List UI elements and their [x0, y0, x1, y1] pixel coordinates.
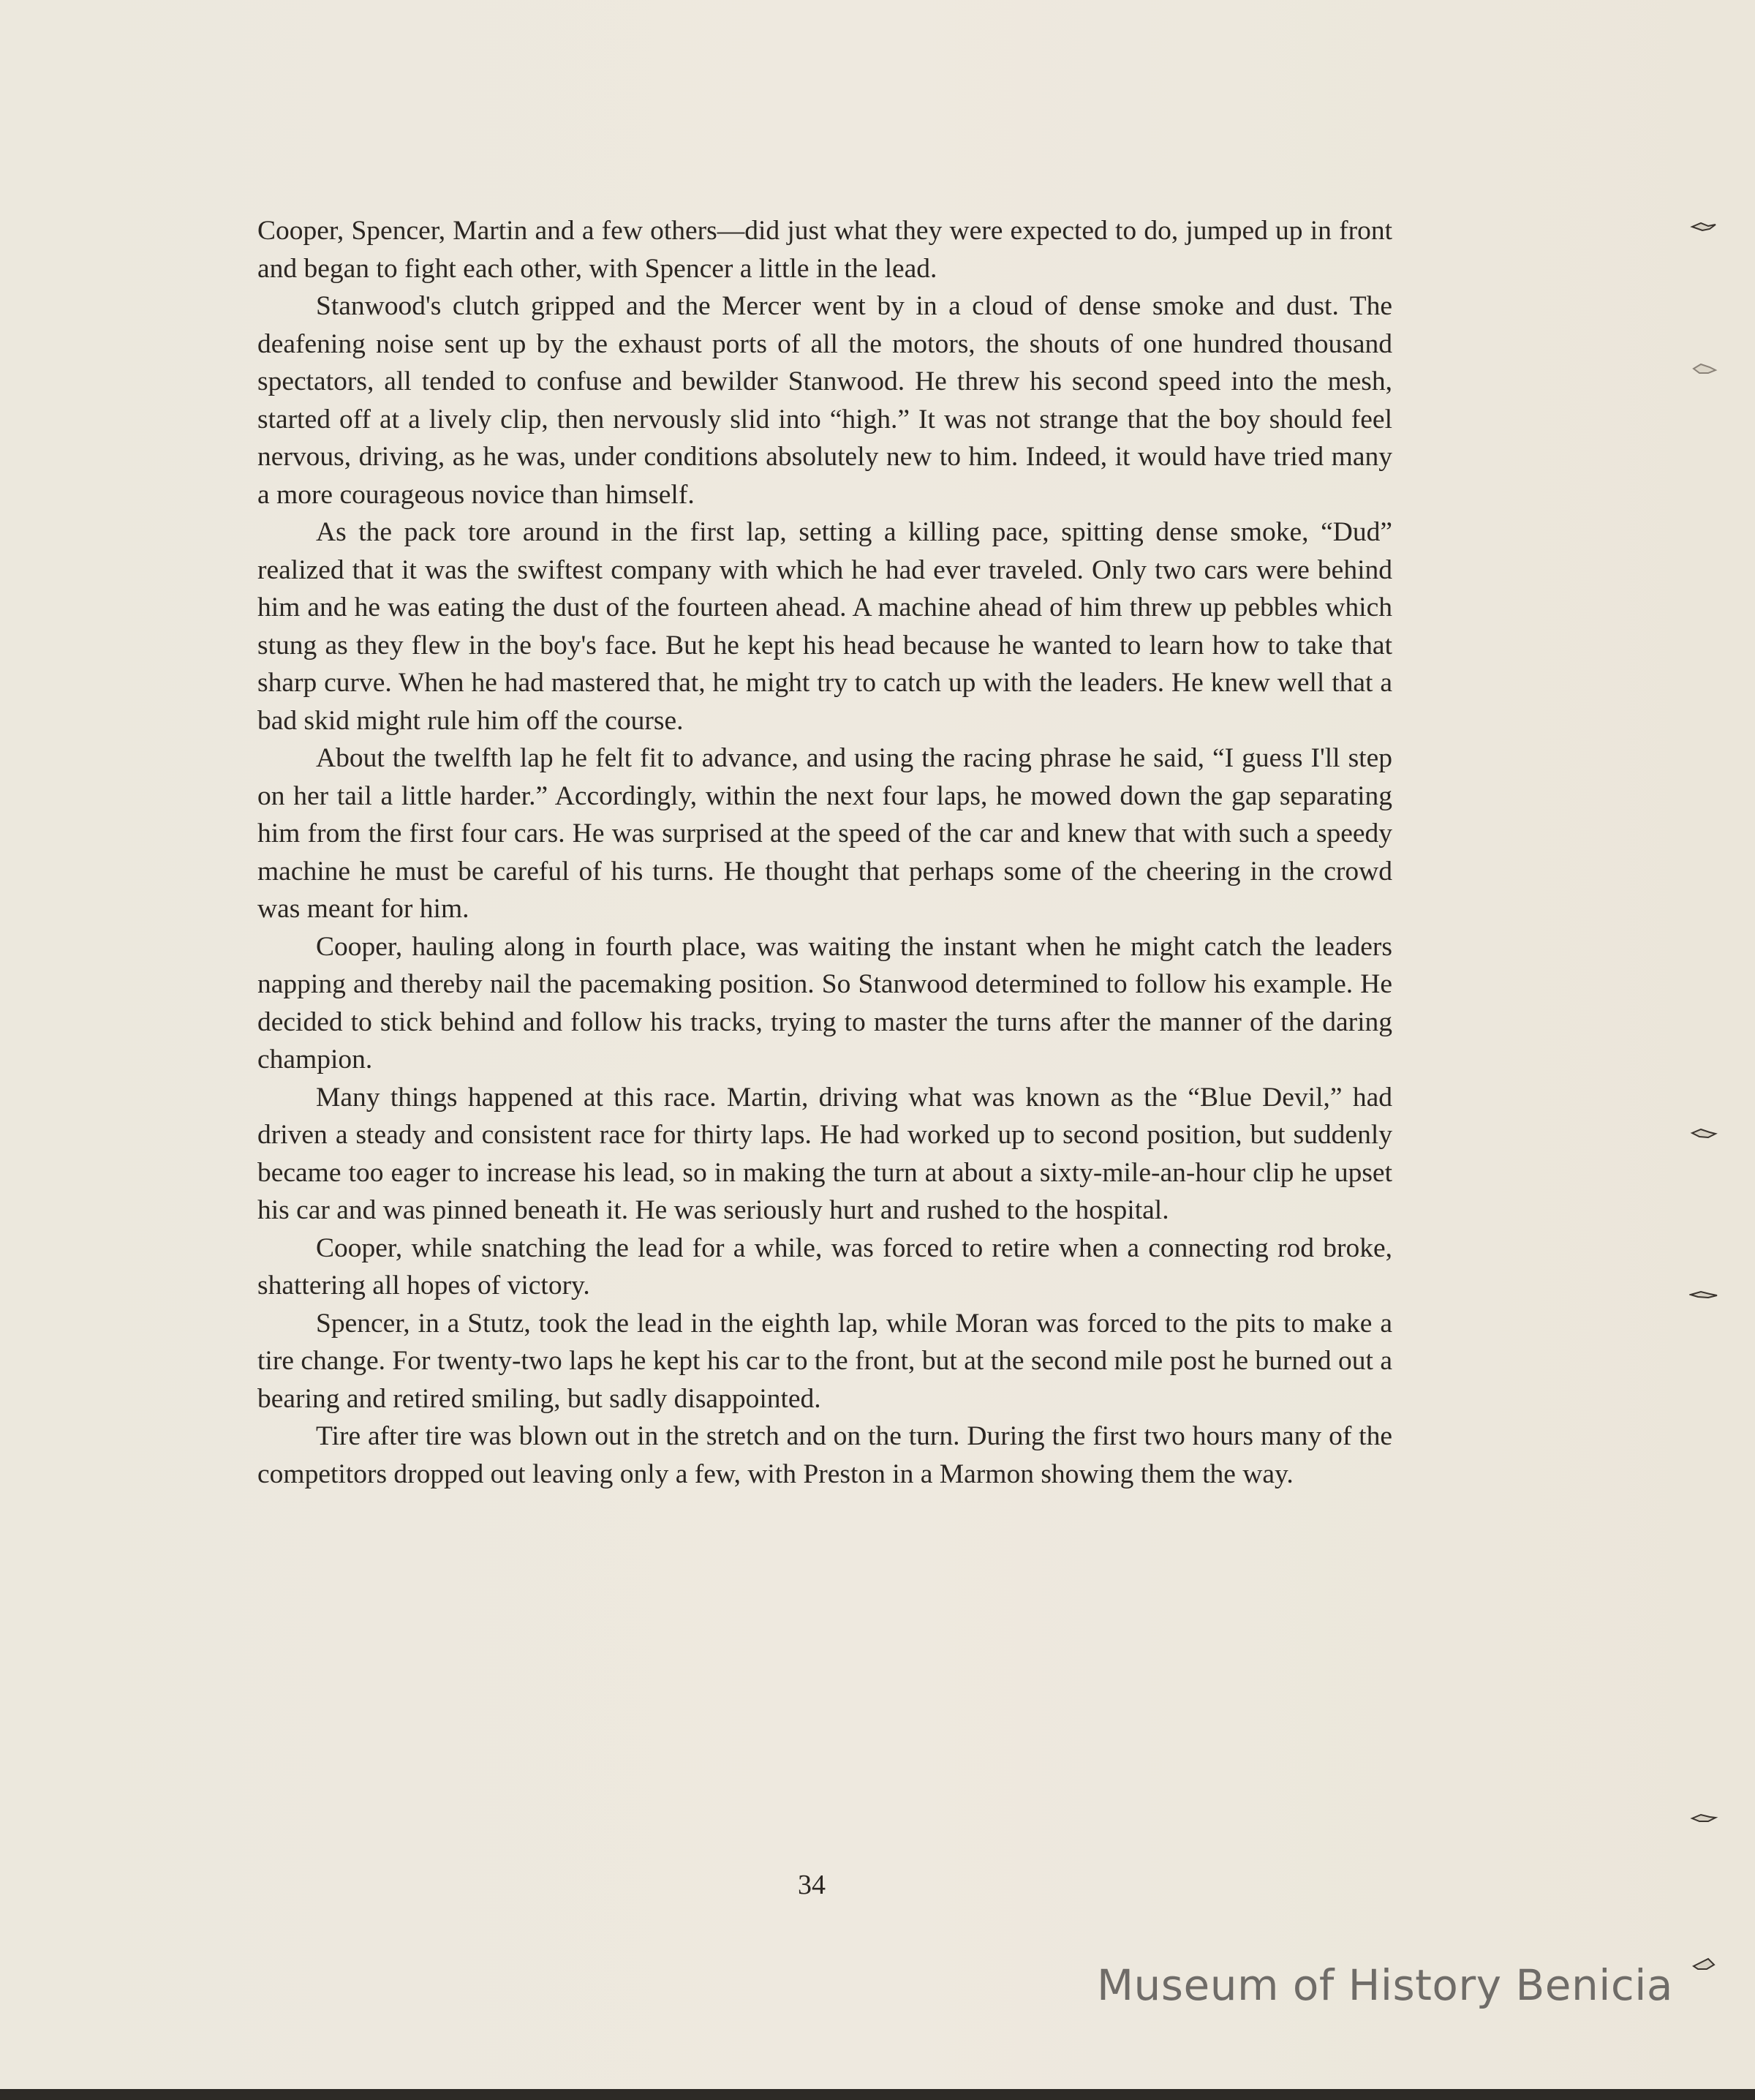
body-text: [257, 212, 1392, 1493]
binding-hole-icon: [1689, 1123, 1718, 1145]
paragraph-5: Cooper, hauling along in fourth place, was waiting the instant when he might catch the leaders napping and thereby nail the pacemaking position. So Stanwood determined to follow his example. He decided to stick behind and follow his tracks, trying to master the turns after the manner of the daring champion.: [257, 931, 1392, 1075]
page-bottom-edge: [0, 2089, 1755, 2100]
watermark: Museum of History Benicia: [1097, 1960, 1673, 2010]
paragraph-3: As the pack tore around in the first lap, setting a killing pace, spitting dense smoke, “Dud” realized that it was the swiftest company with which he had ever traveled. Only two cars were behind him and he was eating the dust of the fourteen ahead. A machine ahead of him threw up pebbles which stung as they flew in the boy's face. But he kept his head because he wanted to learn how to take that sharp curve. When he had mastered that, he might try to catch up with the leaders. He knew well that a bad skid might rule him off the course.: [257, 517, 1392, 736]
binding-hole-icon: [1689, 216, 1718, 238]
paragraph-4: About the twelfth lap he felt fit to advance, and using the racing phrase he said, “I guess I'll step on her tail a little harder.” Accordingly, within the next four laps, he mowed down the gap separating him from the first four cars. He was surprised at the speed of the car and knew that with such a speedy machine he must be careful of his turns. He thought that perhaps some of the cheering in the crowd was meant for him.: [257, 743, 1392, 924]
page-number: 34: [798, 1870, 826, 1900]
paragraph-6: Many things happened at this race. Martin, driving what was known as the “Blue Devil,” had driven a steady and consistent race for thirty laps. He had worked up to second position, but suddenly became too eager to increase his lead, so in making the turn at about a sixty-mile-an-hour clip he upset his car and was pinned beneath it. He was seriously hurt and rushed to the hospital.: [257, 1082, 1392, 1225]
binding-hole-icon: [1689, 358, 1718, 380]
paragraph-1: Cooper, Spencer, Martin and a few others—did just what they were expected to do, jumped up in front and began to fight each other, with Spencer a little in the lead.: [257, 216, 1392, 284]
paragraph-8: Spencer, in a Stutz, took the lead in the eighth lap, while Moran was forced to the pits to make a tire change. For twenty-two laps he kept his car to the front, but at the second mile post he burned out a bearing and retired smiling, but sadly disappointed.: [257, 1308, 1392, 1414]
paragraph-7: Cooper, while snatching the lead for a while, was forced to retire when a connecting rod broke, shattering all hopes of victory.: [257, 1232, 1392, 1301]
binding-hole-icon: [1689, 1807, 1718, 1829]
binding-hole-icon: [1689, 1953, 1718, 1975]
binding-hole-icon: [1689, 1284, 1718, 1306]
paragraph-9: Tire after tire was blown out in the stretch and on the turn. During the first two hours many of the competitors dropped out leaving only a few, with Preston in a Marmon showing them the way.: [257, 1421, 1392, 1489]
paragraph-2: Stanwood's clutch gripped and the Mercer went by in a cloud of dense smoke and dust. The deafening noise sent up by the exhaust ports of all the motors, the shouts of one hundred thousand spectators, all tended to confuse and bewilder Stanwood. He threw his second speed into the mesh, started off at a lively clip, then nervously slid into “high.” It was not strange that the boy should feel nervous, driving, as he was, under conditions absolutely new to him. Indeed, it would have tried many a more courageous novice than himself.: [257, 291, 1392, 510]
